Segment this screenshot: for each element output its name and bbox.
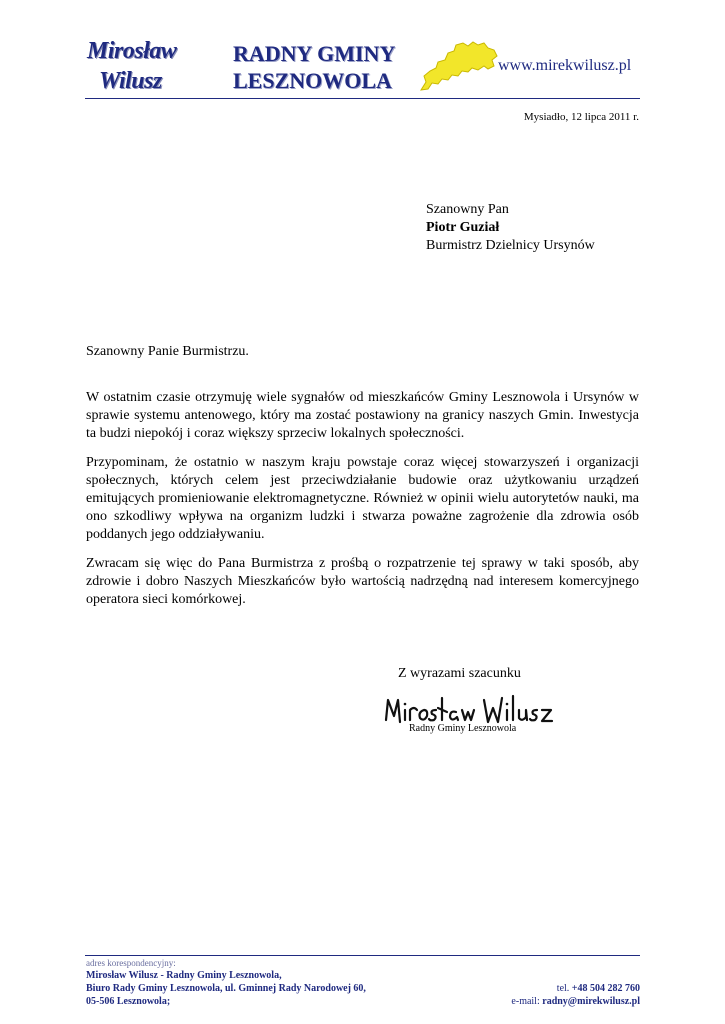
footer-address-line: 05-506 Lesznowola;	[86, 996, 171, 1007]
email-value[interactable]: radny@mirekwilusz.pl	[542, 996, 640, 1007]
closing-phrase: Z wyrazami szacunku	[398, 666, 521, 681]
title-line-1: RADNY GMINY	[233, 41, 396, 66]
email-label: e-mail:	[511, 996, 540, 1007]
body-paragraph: W ostatnim czasie otrzymuję wiele sygnałów od mieszkańców Gminy Lesznowola i Ursynów w sprawie systemu antenowego, który ma zostać postawiony na granicy naszych Gmin. Inwestycja ta budzi niepokój i coraz większy sprzeciw lokalnych społeczności.	[86, 390, 639, 441]
salutation: Szanowny Panie Burmistrzu.	[86, 344, 249, 359]
footer-phone	[557, 983, 640, 994]
footer-divider	[85, 955, 640, 956]
recipient-name: Piotr Guział	[426, 220, 500, 235]
footer-address-line: Mirosław Wilusz - Radny Gminy Lesznowola,	[86, 970, 282, 981]
recipient-greeting: Szanowny Pan	[426, 202, 509, 217]
footer-email	[511, 996, 640, 1007]
header-divider	[85, 98, 640, 99]
phone-value[interactable]: +48 504 282 760	[571, 983, 640, 994]
website-link[interactable]: www.mirekwilusz.pl	[498, 57, 632, 74]
letter-footer	[86, 958, 640, 1018]
recipient-block	[426, 201, 595, 255]
title-line-2: LESZNOWOLA	[233, 68, 392, 93]
footer-heading: adres korespondencyjny:	[86, 958, 176, 968]
letter-date: Mysiadło, 12 lipca 2011 r.	[523, 111, 639, 123]
letterhead	[0, 0, 725, 110]
phone-label: tel.	[556, 983, 570, 994]
letterhead-title	[233, 40, 395, 94]
recipient-title: Burmistrz Dzielnicy Ursynów	[426, 238, 595, 253]
name-logo	[85, 38, 225, 98]
body-paragraph: Przypominam, że ostatnio w naszym kraju powstaje coraz więcej stowarzyszeń i organizacji społecznych, których celem jest przeciwdziałanie budowie oraz użytkowaniu urządzeń emitujących promieniowanie elektromagnetyczne. Również w opinii wielu autorytetów nauki, ma ono szkodliwy wpływa na organizm ludzki i stwarza poważne zagrożenie dla zdrowia osób poddanych jego oddziaływaniu.	[86, 455, 639, 542]
body-paragraph: Zwracam się więc do Pana Burmistrza z prośbą o rozpatrzenie tej sprawy w taki sposób, aby zdrowie i dobro Naszych Mieszkańców było wartością nadrzędną nad interesem komercyjnego operatora sieci komórkowej.	[86, 556, 639, 607]
footer-address-line: Biuro Rady Gminy Lesznowola, ul. Gminnej Rady Narodowej 60,	[86, 983, 366, 994]
logo-last-name: Wilusz	[99, 68, 162, 94]
logo-first-name: Mirosław	[87, 38, 177, 64]
gmina-map-icon	[418, 38, 500, 96]
signatory-role: Radny Gminy Lesznowola	[409, 723, 517, 734]
letter-body	[86, 389, 639, 620]
